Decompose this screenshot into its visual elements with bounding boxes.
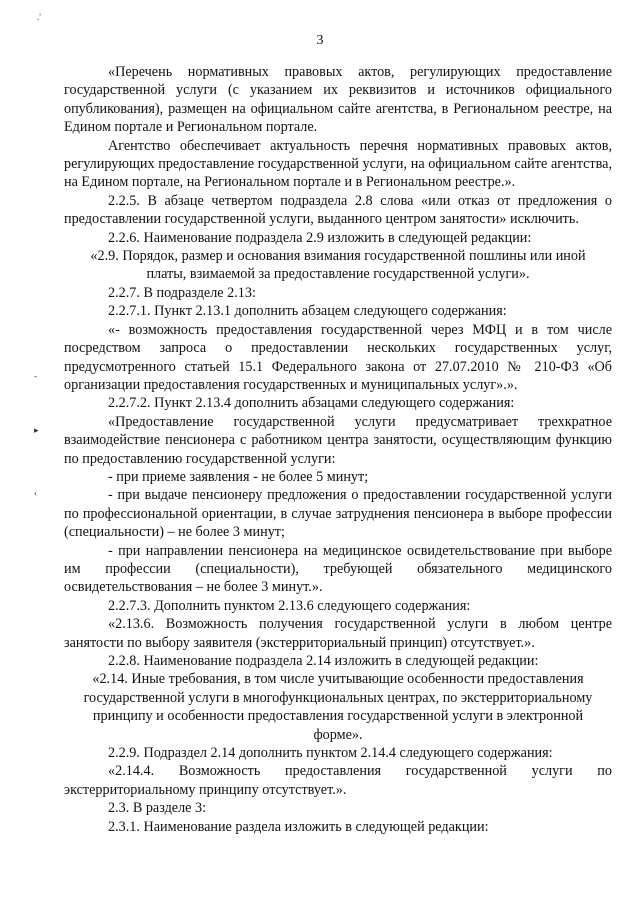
paragraph: «Перечень нормативных правовых актов, регулирующих предоставление государственной услуги (с указанием их реквизитов и источников официального опубликования), размещен на официальном сайте агентства, в Региональном реестре, на Едином портале и Региональном портале. bbox=[64, 64, 612, 136]
paragraph: «2.14.4. Возможность предоставления государственной услуги по экстерриториальному принципу отсутствует.». bbox=[64, 763, 612, 798]
paragraph: 2.2.7.3. Дополнить пунктом 2.13.6 следующего содержания: bbox=[108, 597, 471, 614]
paragraph: 2.3. В разделе 3: bbox=[108, 800, 207, 817]
list-item: - при направлении пенсионера на медицинское освидетельствование при выборе им профессии (специальности), требующей обязательного медицинского освидетельствования – не более 3 минут.». bbox=[64, 542, 612, 596]
document-body bbox=[64, 63, 612, 836]
scan-speck: - bbox=[34, 371, 37, 381]
paragraph: 2.3.1. Наименование раздела изложить в следующей редакции: bbox=[108, 818, 489, 835]
scan-speck: ‹ bbox=[34, 488, 37, 498]
quoted-heading: «2.9. Порядок, размер и основания взимания государственной пошлины или иной платы, взимаемой за предоставление государственной услуги». bbox=[90, 248, 586, 283]
paragraph: 2.2.6. Наименование подраздела 2.9 изложить в следующей редакции: bbox=[108, 229, 532, 246]
scan-speck: .' bbox=[37, 12, 41, 22]
list-item: - при приеме заявления - не более 5 минут; bbox=[108, 468, 369, 485]
paragraph: 2.2.9. Подраздел 2.14 дополнить пунктом 2.14.4 следующего содержания: bbox=[108, 745, 553, 762]
scan-speck: ▸ bbox=[34, 425, 39, 435]
paragraph: 2.2.7.1. Пункт 2.13.1 дополнить абзацем следующего содержания: bbox=[108, 303, 507, 320]
paragraph: 2.2.5. В абзаце четвертом подраздела 2.8 слова «или отказ от предложения о предоставлении государственной услуги, выданного центром занятости» исключить. bbox=[64, 192, 612, 228]
page-number: 3 bbox=[316, 33, 324, 48]
paragraph: 2.2.7. В подразделе 2.13: bbox=[108, 284, 256, 301]
paragraph: «- возможность предоставления государственной через МФЦ и в том числе посредством запроса о предоставлении нескольких государственных услуг, предусмотренного статьей 15.1 Федерального закона от 27.07.2010 № 210-ФЗ «Об организации предоставления государственных и муниципальных услуг».». bbox=[64, 321, 612, 393]
paragraph: 2.2.7.2. Пункт 2.13.4 дополнить абзацами следующего содержания: bbox=[108, 395, 515, 412]
quoted-heading: «2.14. Иные требования, в том числе учитывающие особенности предоставления государственной услуги в многофункциональных центрах, по экстерриториальному принципу и особенности предоставления государственной услуги в электронной форме». bbox=[83, 671, 593, 743]
paragraph: Агентство обеспечивает актуальность перечня нормативных правовых актов, регулирующих предоставление государственной услуги, на официальном сайте агентства, на Едином портале, на Региональном портале и в Региональном реестре.». bbox=[64, 137, 612, 191]
paragraph: «Предоставление государственной услуги предусматривает трехкратное взаимодействие пенсионера с работником центра занятости, осуществляющим функцию по предоставлению государственной услуги: bbox=[64, 413, 612, 467]
paragraph: «2.13.6. Возможность получения государственной услуги в любом центре занятости по выбору заявителя (экстерриториальный принцип) отсутствует.». bbox=[64, 616, 612, 651]
paragraph: 2.2.8. Наименование подраздела 2.14 изложить в следующей редакции: bbox=[108, 653, 539, 669]
list-item: - при выдаче пенсионеру предложения о предоставлении государственной услуги по профессиональной ориентации, в случае затруднения пенсионера в выборе профессии (специальности) – не более 3 минут; bbox=[64, 487, 612, 541]
